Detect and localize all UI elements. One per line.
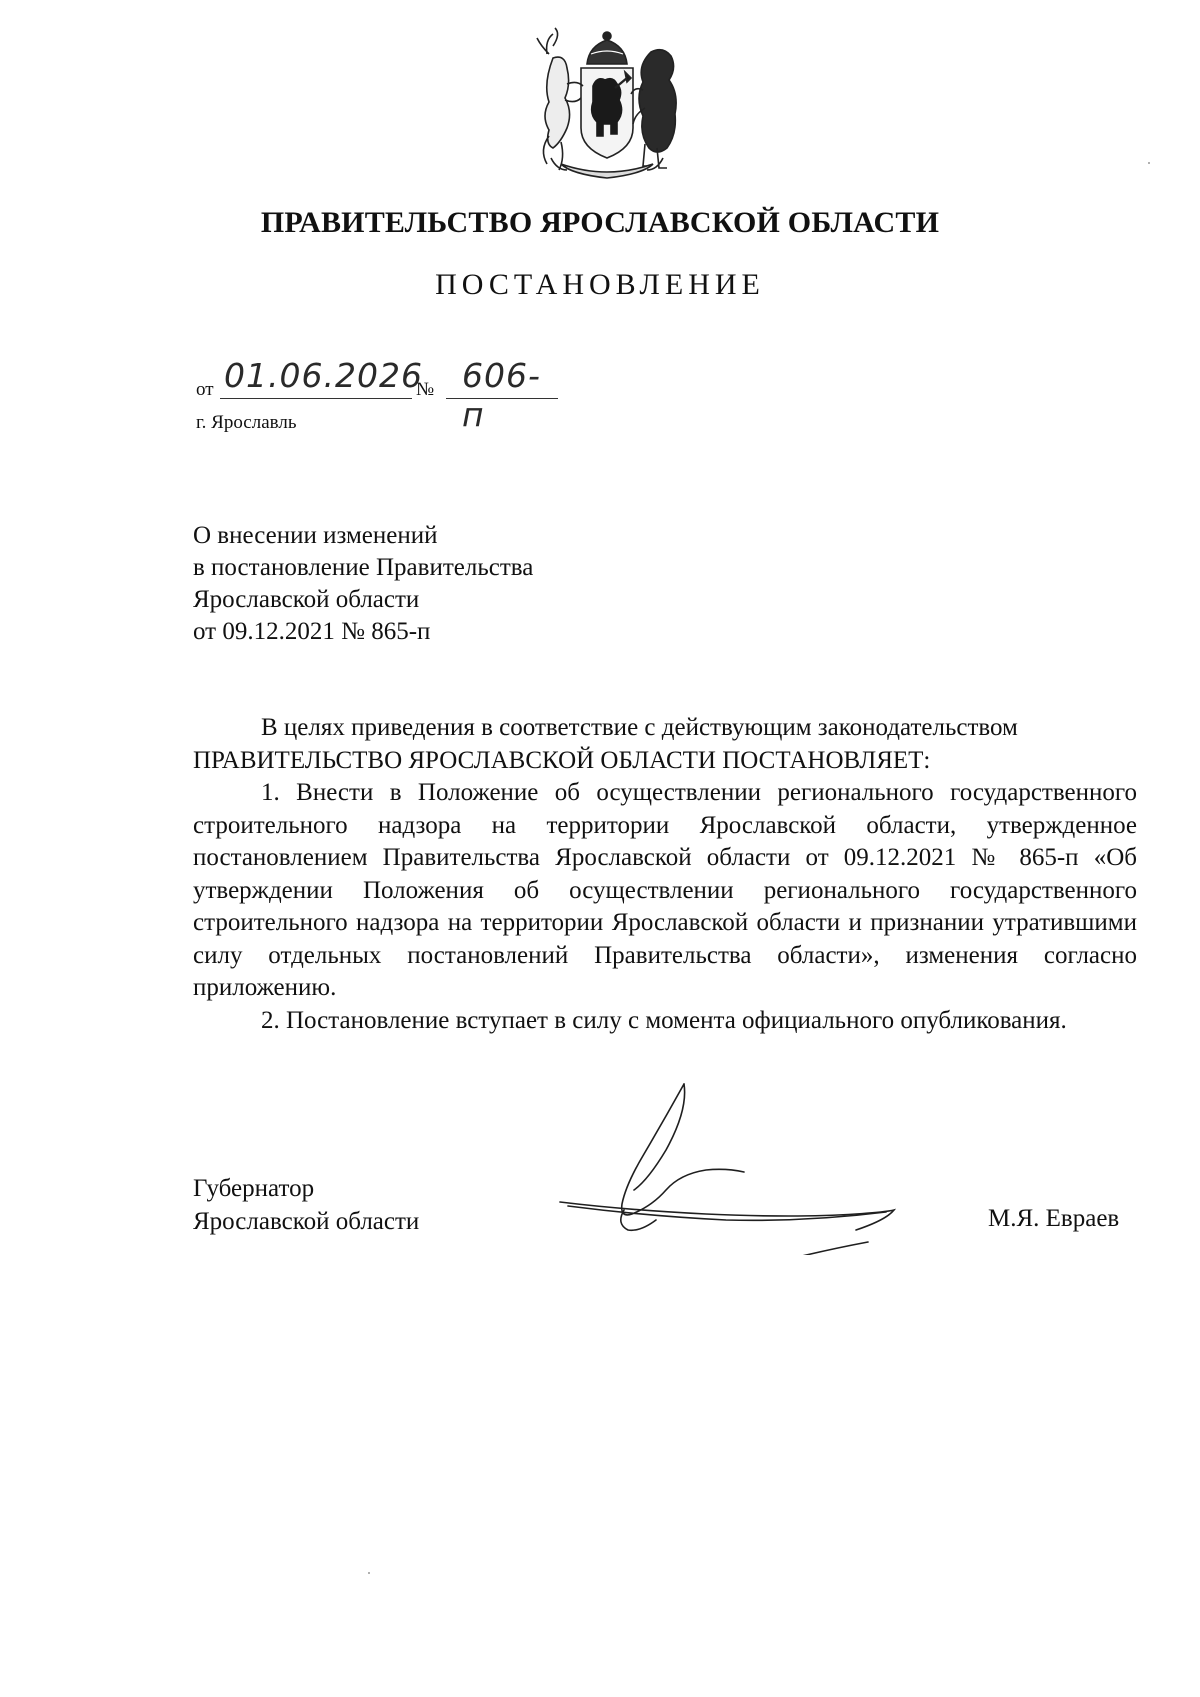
subject-line: О внесении изменений [193, 522, 438, 549]
subject-line: от 09.12.2021 № 865-п [193, 618, 431, 645]
coat-of-arms-icon [531, 24, 683, 182]
position-line: Губернатор [193, 1175, 315, 1202]
handwritten-signature-icon [556, 1080, 928, 1255]
scan-speck [368, 1572, 370, 1574]
government-title: ПРАВИТЕЛЬСТВО ЯРОСЛАВСКОЙ ОБЛАСТИ [260, 206, 940, 239]
resolves-paragraph: ПРАВИТЕЛЬСТВО ЯРОСЛАВСКОЙ ОБЛАСТИ ПОСТАНОВЛЯЕТ: [193, 746, 931, 774]
document-type-title: ПОСТАНОВЛЕНИЕ [435, 268, 765, 301]
city-label: г. Ярославль [196, 412, 297, 433]
date-underline [220, 398, 412, 399]
item-2-paragraph: 2. Постановление вступает в силу с момента официального опубликования. [261, 1006, 1067, 1034]
position-line: Ярославской области [193, 1208, 420, 1235]
scan-speck [1148, 162, 1150, 164]
subject-line: в постановление Правительства [193, 554, 534, 581]
preamble-paragraph: В целях приведения в соответствие с действующим законодательством [261, 714, 1018, 741]
signatory-position [193, 1172, 419, 1238]
signatory-name: М.Я. Евраев [988, 1205, 1120, 1232]
item-1-paragraph: 1. Внести в Положение об осуществлении регионального государственного строительного надзора на территории Ярославской области, утвержденное постановлением Правительства Ярославской области от 09.12.2021 № 865-п «Об утверждении Положения об осуществлении регионального государственного строительного надзора на территории Ярославской области и признании утратившими силу отдельных постановлений Правительства области», изменения согласно приложению. [193, 779, 1137, 1001]
document-body [193, 712, 1137, 1037]
number-prefix: № [416, 379, 435, 400]
date-prefix: от [196, 379, 214, 400]
document-subject [193, 520, 533, 648]
handwritten-number: 606-п [462, 356, 541, 434]
handwritten-date: 01.06.2026 [224, 356, 423, 395]
subject-line: Ярославской области [193, 586, 420, 613]
